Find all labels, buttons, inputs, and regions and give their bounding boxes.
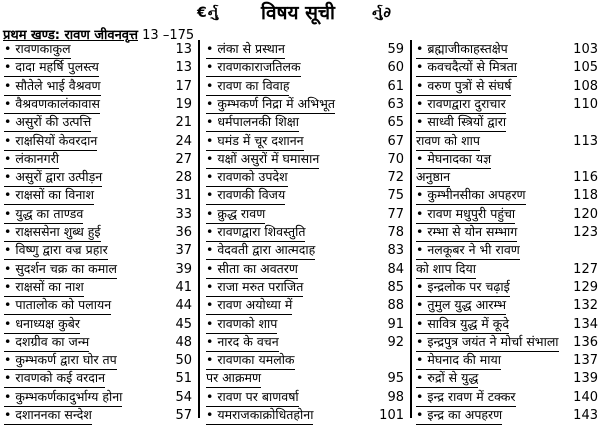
toc-entry-title: • दशग्रीव का जन्म: [4, 333, 89, 352]
toc-entry-title: • ब्रह्माजीकाहस्तक्षेप: [416, 40, 508, 59]
toc-entry-page: 37: [175, 243, 192, 259]
toc-entry: [206, 58, 406, 78]
toc-entry-page: 85: [387, 279, 404, 295]
toc-entry-page: 31: [175, 188, 192, 204]
toc-entry-page: 92: [387, 334, 404, 350]
toc-entry-page: 118: [573, 188, 598, 204]
toc-entry-title: • रावणको शाप: [206, 315, 277, 334]
toc-entry: [206, 278, 406, 298]
toc-entry: [4, 40, 194, 60]
toc-entry-title: • युद्ध का ताण्डव: [4, 205, 83, 224]
toc-entry-title: • रावणद्वारा दुराचार: [416, 95, 506, 114]
toc-entry-title: • कवचदैत्यों से मित्रता: [416, 58, 517, 77]
toc-entry-page: 33: [175, 206, 192, 222]
toc-entry-title: • रावणकाकुल: [4, 40, 71, 59]
toc-entry: [416, 186, 600, 206]
toc-entry-page: 139: [573, 371, 598, 387]
toc-entry-page: 78: [387, 225, 404, 240]
toc-entry-page: 123: [573, 225, 598, 240]
toc-entry-title: • साध्वी स्त्रियों द्वारा: [416, 113, 506, 132]
toc-entry-title: • रावणको कई वरदान: [4, 369, 105, 388]
toc-entry-page: 113: [573, 133, 598, 149]
toc-entry: [4, 315, 194, 335]
toc-entry-page: 60: [387, 60, 404, 76]
toc-entry-page: 140: [573, 389, 598, 405]
toc-entry: [206, 223, 406, 243]
header: [0, 0, 603, 30]
toc-entry-title: • राक्षसियों केवरदान: [4, 132, 97, 151]
toc-entry-page: 116: [573, 170, 598, 186]
toc-entry: [416, 77, 600, 97]
toc-entry: [206, 406, 406, 426]
toc-entry-title: • राक्षससेना शुब्ध हुई: [4, 223, 101, 242]
toc-entry-page: 101: [379, 408, 404, 423]
toc-entry: [4, 113, 194, 133]
toc-entry-title: • दादा महर्षि पुलस्त्य: [4, 58, 99, 77]
toc-entry-page: 134: [573, 316, 598, 332]
toc-entry-title: • वरुण पुत्रों से संघर्ष: [416, 77, 511, 96]
toc-entry-page: 84: [387, 261, 404, 277]
toc-entry-title: को शाप दिया: [416, 260, 476, 279]
toc-entry-title: • तुमुल युद्ध आरम्भ: [416, 296, 506, 315]
toc-entry-page: 57: [175, 408, 192, 423]
toc-entry-page: 108: [573, 78, 598, 94]
toc-entry-page: 67: [387, 133, 404, 149]
toc-entry-title: • रावणका यमलोक: [206, 351, 295, 370]
toc-entry-page: 129: [573, 279, 598, 295]
toc-entry-title: • कुम्भकर्ण निद्रा में अभिभूत: [206, 95, 335, 114]
toc-entry: [416, 296, 600, 316]
toc-entry-title: • रावणकाराजतिलक: [206, 58, 301, 77]
toc-entry: [206, 186, 406, 206]
toc-entry-page: 13: [175, 42, 192, 57]
toc-entry: [416, 205, 600, 225]
toc-entry: [416, 333, 600, 353]
toc-entry-title: • लंका से प्रस्थान: [206, 40, 285, 59]
toc-entry-title: • नारद के वचन: [206, 333, 279, 352]
toc-entry: [4, 58, 194, 78]
section-range: 13 –175: [142, 28, 195, 43]
toc-entry-title: अनुष्ठान: [416, 168, 450, 187]
toc-entry-title: • कुम्भकर्ण द्वारा घोर तप: [4, 351, 117, 370]
toc-entry-page: 19: [175, 96, 192, 112]
toc-entry-title: रावण को शाप: [416, 132, 480, 151]
toc-entry-page: 77: [387, 206, 404, 222]
toc-entry: [416, 223, 600, 243]
toc-entry: [416, 58, 600, 78]
toc-entry: [416, 113, 600, 133]
toc-entry: [4, 351, 194, 371]
toc-entry-title: • इन्द्र का अपहरण: [416, 406, 502, 425]
toc-entry: [206, 315, 406, 335]
toc-entry: [416, 369, 600, 389]
toc-entry: [4, 223, 194, 243]
toc-entry: [416, 315, 600, 335]
toc-entry-page: 21: [175, 115, 192, 131]
toc-entry-page: 98: [387, 389, 404, 405]
toc-entry-page: 51: [175, 371, 192, 387]
toc-entry-page: 59: [387, 42, 404, 57]
toc-entry-page: 132: [573, 298, 598, 314]
toc-entry-title: • रावणद्वारा शिवस्तुति: [206, 223, 305, 242]
toc-entry-title: • इन्द्रलोक पर चढ़ाई: [416, 278, 510, 297]
toc-entry-page: 61: [387, 78, 404, 94]
section-label: प्रथम खण्ड: रावण जीवनवृत्त: [3, 28, 138, 43]
toc-entry-page: 91: [387, 316, 404, 332]
toc-entry-page: 137: [573, 353, 598, 369]
toc-entry-title: • रुद्रों से युद्ध: [416, 369, 478, 388]
toc-entry-page: 39: [175, 261, 192, 277]
toc-entry-title: • असुरों की उत्पत्ति: [4, 113, 91, 132]
toc-entry: [206, 132, 406, 152]
toc-entry-title: • कुम्भकर्णकादुर्भाग्य होना: [4, 388, 122, 407]
toc-entry-page: 54: [175, 389, 192, 405]
toc-entry: [206, 369, 406, 389]
toc-entry-title: • पातालोक को पलायन: [4, 296, 111, 315]
toc-entry-page: 44: [175, 298, 192, 314]
column-divider-1: [198, 40, 200, 418]
toc-entry: [416, 260, 600, 280]
toc-entry: [416, 95, 600, 115]
toc-entry-page: 65: [387, 115, 404, 131]
toc-entry-page: 17: [175, 78, 192, 94]
toc-entry-page: 72: [387, 170, 404, 186]
toc-entry-title: • वैश्रवणकालंकावास: [4, 95, 100, 114]
column-divider-2: [410, 40, 412, 418]
toc-entry-title: • रावण अयोध्या में: [206, 296, 292, 315]
toc-entry-title: • रावण का विवाह: [206, 77, 289, 96]
toc-entry: [416, 150, 600, 170]
toc-entry-title: • रावणको उपदेश: [206, 168, 288, 187]
toc-entry-title: • मेघनाद की माया: [416, 351, 501, 370]
toc-entry-title: • सीता का अवतरण: [206, 260, 298, 279]
toc-entry-page: 63: [387, 96, 404, 112]
toc-entry: [206, 150, 406, 170]
toc-entry-title: • लंकानगरी: [4, 150, 59, 169]
ornament-right-icon: ર્નુ∂: [372, 5, 393, 21]
toc-entry-page: 88: [387, 298, 404, 314]
toc-entry-page: 75: [387, 188, 404, 204]
toc-entry-title: • वेदवती द्वारा आत्मदाह: [206, 241, 315, 260]
toc-entry: [416, 388, 600, 408]
toc-entry: [4, 132, 194, 152]
toc-entry: [416, 241, 600, 261]
toc-entry: [206, 388, 406, 408]
toc-entry: [416, 278, 600, 298]
toc-entry-title: • रावण मधुपुरी पहुंचा: [416, 205, 515, 224]
toc-entry: [4, 241, 194, 261]
toc-entry-page: 27: [175, 151, 192, 167]
toc-entry: [206, 168, 406, 188]
toc-entry-title: • इन्द्र रावण में टक्कर: [416, 388, 516, 407]
toc-entry: [416, 351, 600, 371]
toc-entry-title: • सुदर्शन चक्र का कमाल: [4, 260, 117, 279]
toc-entry: [206, 241, 406, 261]
toc-entry-title: • धर्मपालनकी शिक्षा: [206, 113, 299, 132]
toc-entry-title: • रम्भा से योन सम्भाग: [416, 223, 517, 242]
toc-entry-page: 36: [175, 225, 192, 240]
toc-entry: [416, 168, 600, 188]
toc-entry-page: 50: [175, 353, 192, 369]
toc-entry: [4, 205, 194, 225]
toc-entry: [206, 95, 406, 115]
toc-entry-title: • राक्षसों का विनाश: [4, 186, 94, 205]
toc-entry-title: • यक्षों असुरों में घमासान: [206, 150, 319, 169]
toc-entry-page: 45: [175, 316, 192, 332]
toc-entry-title: • कुम्भीनसीका अपहरण: [416, 186, 526, 205]
toc-entry-title: • नलकूबर ने भी रावण: [416, 241, 520, 260]
toc-entry-title: • मेघनादका यज्ञ: [416, 150, 491, 169]
toc-entry-page: 103: [573, 42, 598, 57]
toc-entry-page: 120: [573, 206, 598, 222]
toc-entry-page: 41: [175, 279, 192, 295]
toc-entry-page: 48: [175, 334, 192, 350]
toc-entry-page: 105: [573, 60, 598, 76]
toc-entry: [4, 95, 194, 115]
toc-entry-title: • रावणकी विजय: [206, 186, 285, 205]
toc-entry: [416, 40, 600, 60]
toc-entry-title: • सौतेले भाई वैश्रवण: [4, 77, 101, 96]
toc-entry-title: • धनाध्यक्ष कुबेर: [4, 315, 80, 334]
ornament-left-icon: €ર્નુ: [197, 5, 220, 21]
toc-entry: [206, 205, 406, 225]
toc-entry-page: 127: [573, 261, 598, 277]
toc-entry: [416, 406, 600, 426]
toc-entry-page: 24: [175, 133, 192, 149]
toc-entry: [206, 77, 406, 97]
toc-entry-title: • घमंड में चूर दशानन: [206, 132, 304, 151]
toc-entry-title: • असुरों द्वारा उत्पीड़न: [4, 168, 102, 187]
toc-entry-title: • यमराजकाक्रोधितहोना: [206, 406, 313, 425]
toc-entry: [4, 260, 194, 280]
toc-entry-page: 28: [175, 170, 192, 186]
toc-entry-title: पर आक्रमण: [206, 369, 261, 388]
toc-entry-title: • क्रुद्ध रावण: [206, 205, 265, 224]
toc-entry-title: • राजा मरुत पराजित: [206, 278, 303, 297]
toc-entry-page: 95: [387, 371, 404, 387]
page-title: विषय सूची: [261, 2, 335, 24]
toc-entry-page: 136: [573, 334, 598, 350]
toc-entry-title: • रावण पर बाणवर्षा: [206, 388, 299, 407]
toc-entry-page: 13: [175, 60, 192, 76]
toc-entry: [206, 260, 406, 280]
toc-entry: [4, 278, 194, 298]
toc-entry: [4, 388, 194, 408]
toc-entry-page: 110: [573, 96, 598, 112]
toc-entry: [4, 406, 194, 426]
toc-entry: [4, 296, 194, 316]
toc-entry-title: • दशाननका सन्देश: [4, 406, 92, 425]
toc-entry: [4, 186, 194, 206]
toc-entry-title: • सावित्र युद्ध में कूदे: [416, 315, 509, 334]
toc-entry-title: • इन्द्रपुत्र जयंत ने मोर्चा संभाला: [416, 333, 559, 352]
toc-entry: [206, 351, 406, 371]
toc-entry: [4, 369, 194, 389]
toc-entry: [4, 150, 194, 170]
toc-entry: [206, 333, 406, 353]
toc-entry: [206, 113, 406, 133]
toc-entry: [4, 168, 194, 188]
toc-entry-title: • राक्षसों का नाश: [4, 278, 84, 297]
toc-entry: [206, 296, 406, 316]
toc-entry-page: 70: [387, 151, 404, 167]
toc-entry-page: 143: [573, 408, 598, 423]
toc-entry: [4, 77, 194, 97]
toc-entry: [4, 333, 194, 353]
toc-entry-page: 83: [387, 243, 404, 259]
toc-entry: [206, 40, 406, 60]
toc-entry-title: • विष्णु द्वारा वज्र प्रहार: [4, 241, 108, 260]
toc-entry: [416, 132, 600, 152]
